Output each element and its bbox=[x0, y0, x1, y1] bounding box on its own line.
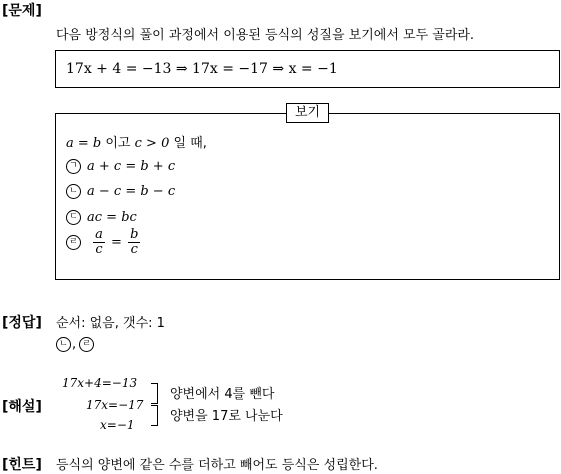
problem-instruction: 다음 방정식의 풀이 과정에서 이용된 등식의 성질을 보기에서 모두 골라라. bbox=[56, 28, 475, 43]
hint-text: 등식의 양변에 같은 수를 더하고 빼어도 등식은 성립한다. bbox=[56, 458, 378, 473]
bogi-box bbox=[55, 113, 560, 280]
bogi-item-3 bbox=[66, 210, 137, 225]
circled-marker-4: ㄹ bbox=[66, 235, 81, 250]
bogi-title: 보기 bbox=[286, 103, 329, 123]
answer-text: 순서: 없음, 갯수: 1 bbox=[56, 316, 165, 331]
circled-marker-3: ㄷ bbox=[66, 210, 81, 225]
bogi-condition-end: 일 때, bbox=[173, 136, 207, 151]
fraction-equals: = bbox=[111, 235, 122, 250]
circled-marker-1: ㄱ bbox=[66, 159, 81, 174]
solution-line-2: 17x=−17 bbox=[86, 398, 144, 412]
fraction-right-num: b bbox=[130, 227, 139, 242]
answer-label: [정답] bbox=[2, 315, 42, 331]
problem-label: [문제] bbox=[2, 3, 42, 19]
solution-note-1: 양변에서 4를 뺀다 bbox=[170, 387, 275, 402]
bogi-condition bbox=[66, 132, 207, 151]
bogi-item-3-expr: ac = bc bbox=[87, 210, 137, 225]
bogi-condition-math2: c > 0 bbox=[134, 136, 170, 151]
bracket-2 bbox=[151, 405, 158, 426]
hint-label: [힌트] bbox=[2, 457, 42, 473]
fraction-left-den: c bbox=[95, 242, 103, 257]
fraction-right bbox=[128, 228, 140, 257]
bogi-item-2 bbox=[66, 184, 175, 199]
bogi-condition-math: a = b bbox=[66, 136, 102, 151]
fraction-left-num: a bbox=[95, 227, 103, 242]
equation-box bbox=[55, 50, 560, 88]
bogi-item-1 bbox=[66, 159, 175, 174]
solution-label: [해설] bbox=[2, 399, 42, 415]
problem-equation: 17x + 4 = −13 ⇒ 17x = −17 ⇒ x = −1 bbox=[66, 61, 338, 77]
bogi-condition-mid: 이고 bbox=[105, 136, 131, 151]
solution-line-1: 17x+4=−13 bbox=[62, 376, 138, 390]
fraction-right-den: c bbox=[130, 242, 138, 257]
bogi-item-2-expr: a − c = b − c bbox=[87, 184, 176, 199]
answer-marker-2: ㄹ bbox=[79, 337, 94, 352]
answer-markers bbox=[56, 337, 100, 352]
circled-marker-2: ㄴ bbox=[66, 184, 81, 199]
bogi-item-4 bbox=[66, 228, 142, 257]
solution-note-2: 양변을 17로 나눈다 bbox=[170, 409, 283, 424]
answer-sep: , bbox=[72, 337, 77, 352]
solution-line-3: x=−1 bbox=[100, 418, 135, 432]
answer-marker-1: ㄴ bbox=[56, 337, 71, 352]
bracket-1 bbox=[151, 383, 158, 404]
fraction-left bbox=[93, 228, 105, 257]
bogi-item-1-expr: a + c = b + c bbox=[87, 159, 176, 174]
